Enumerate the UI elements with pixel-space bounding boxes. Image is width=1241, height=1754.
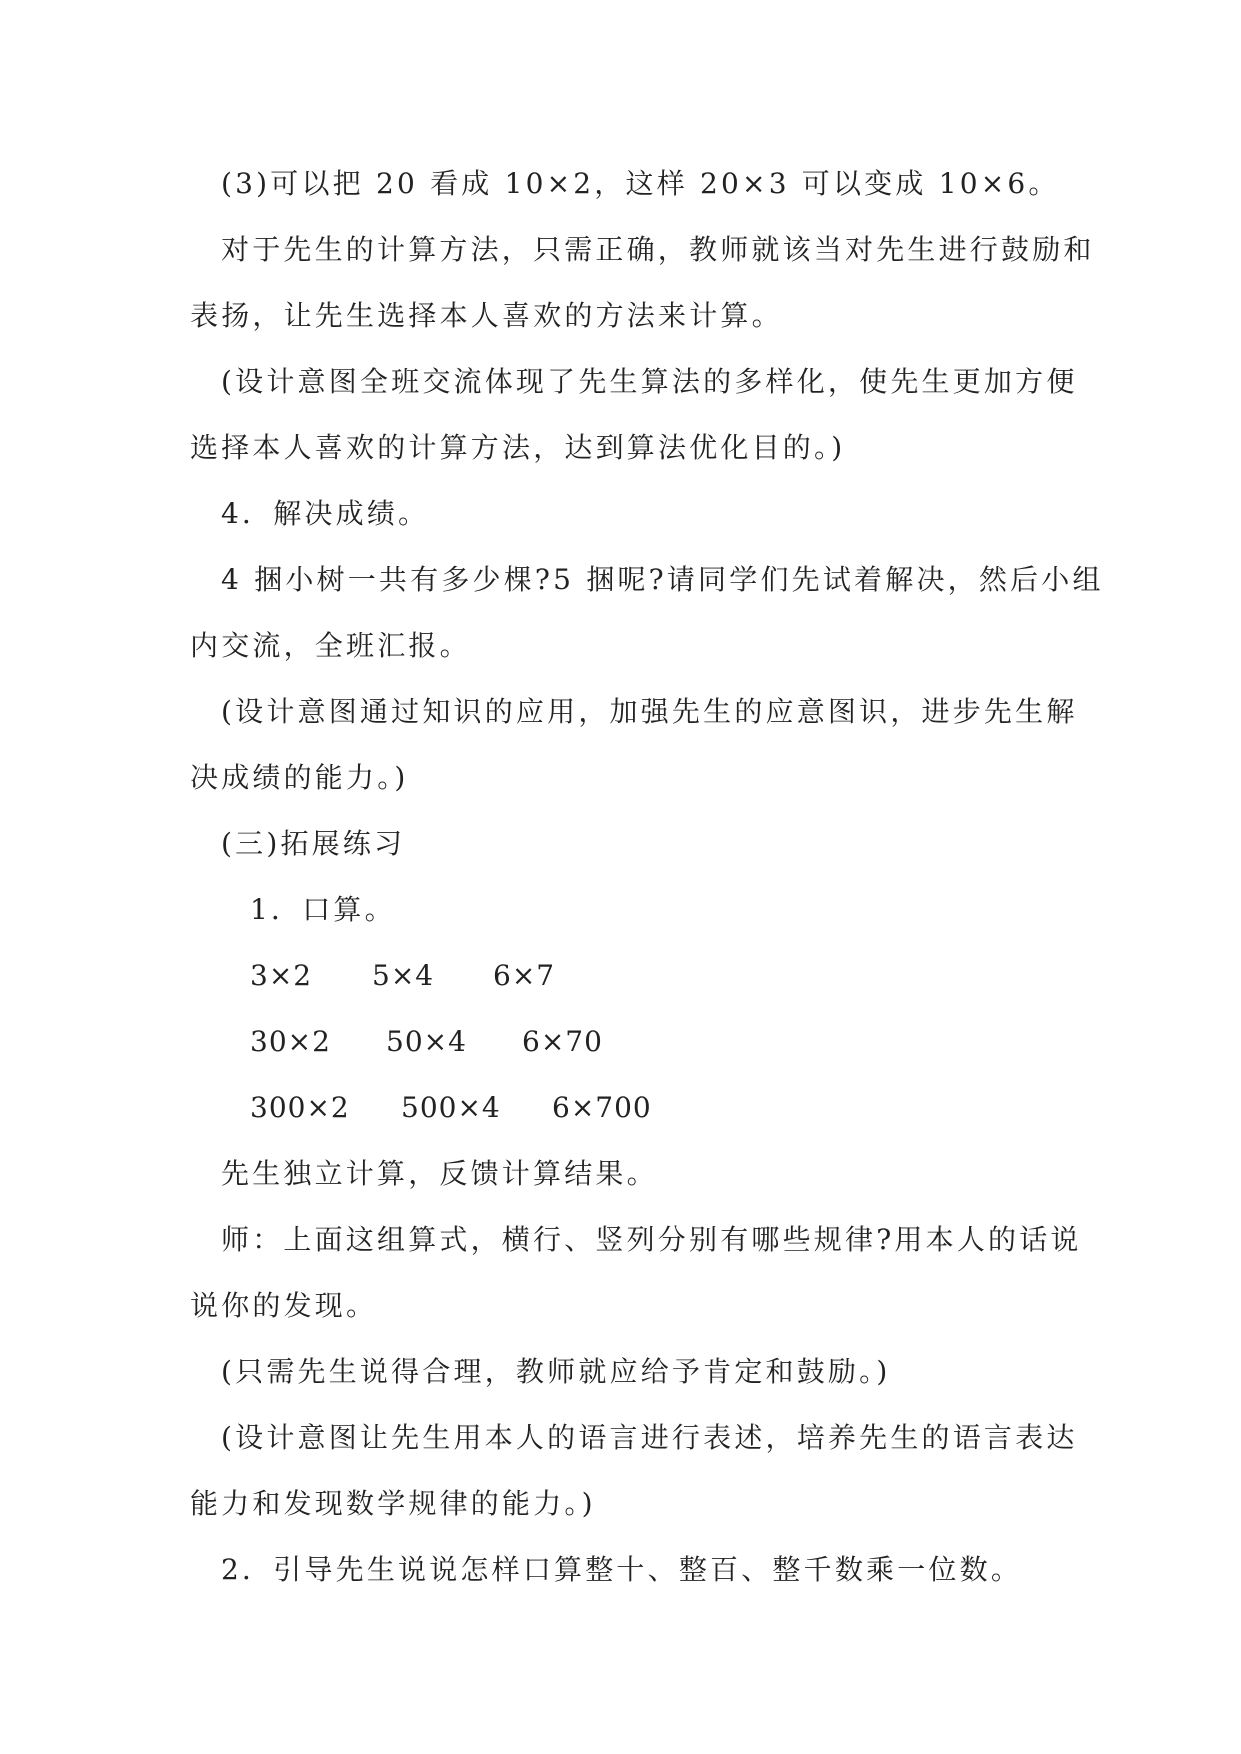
paragraph-line: 对于先生的计算方法，只需正确，教师就该当对先生进行鼓励和 <box>221 233 1095 266</box>
exercise-item: 5×4 <box>372 959 435 992</box>
exercise-item: 30×2 <box>250 1025 331 1058</box>
exercise-item: 6×7 <box>493 959 556 992</box>
exercise-item: 6×70 <box>522 1025 603 1058</box>
section-heading: (三)拓展练习 <box>221 827 406 860</box>
paragraph-line: 师：上面这组算式，横行、竖列分别有哪些规律?用本人的话说 <box>221 1223 1082 1256</box>
paragraph-line: (设计意图通过知识的应用，加强先生的应意图识，进步先生解 <box>221 695 1078 728</box>
paragraph-line: 内交流，全班汇报。 <box>190 629 471 662</box>
section-heading: 4．解决成绩。 <box>221 497 430 530</box>
paragraph-line: 表扬，让先生选择本人喜欢的方法来计算。 <box>190 299 783 332</box>
paragraph-line: 4 捆小树一共有多少棵?5 捆呢?请同学们先试着解决，然后小组 <box>221 563 1104 596</box>
paragraph-line: 能力和发现数学规律的能力。) <box>190 1487 596 1520</box>
exercise-item: 6×700 <box>552 1091 652 1124</box>
paragraph-line: (设计意图让先生用本人的语言进行表述，培养先生的语言表达 <box>221 1421 1078 1454</box>
paragraph-line: (只需先生说得合理，教师就应给予肯定和鼓励。) <box>221 1355 891 1388</box>
paragraph-line: 先生独立计算，反馈计算结果。 <box>221 1157 658 1190</box>
exercise-item: 300×2 <box>250 1091 350 1124</box>
exercise-item: 50×4 <box>386 1025 467 1058</box>
section-heading: 2．引导先生说说怎样口算整十、整百、整千数乘一位数。 <box>221 1553 1023 1586</box>
exercise-item: 3×2 <box>250 959 313 992</box>
paragraph-line: (3)可以把 20 看成 10×2，这样 20×3 可以变成 10×6。 <box>221 167 1060 200</box>
paragraph-line: 选择本人喜欢的计算方法，达到算法优化目的。) <box>190 431 846 464</box>
exercise-item: 500×4 <box>401 1091 501 1124</box>
paragraph-line: 说你的发现。 <box>190 1289 378 1322</box>
paragraph-line: 决成绩的能力。) <box>190 761 409 794</box>
paragraph-line: (设计意图全班交流体现了先生算法的多样化，使先生更加方便 <box>221 365 1078 398</box>
section-heading: 1．口算。 <box>250 893 396 926</box>
